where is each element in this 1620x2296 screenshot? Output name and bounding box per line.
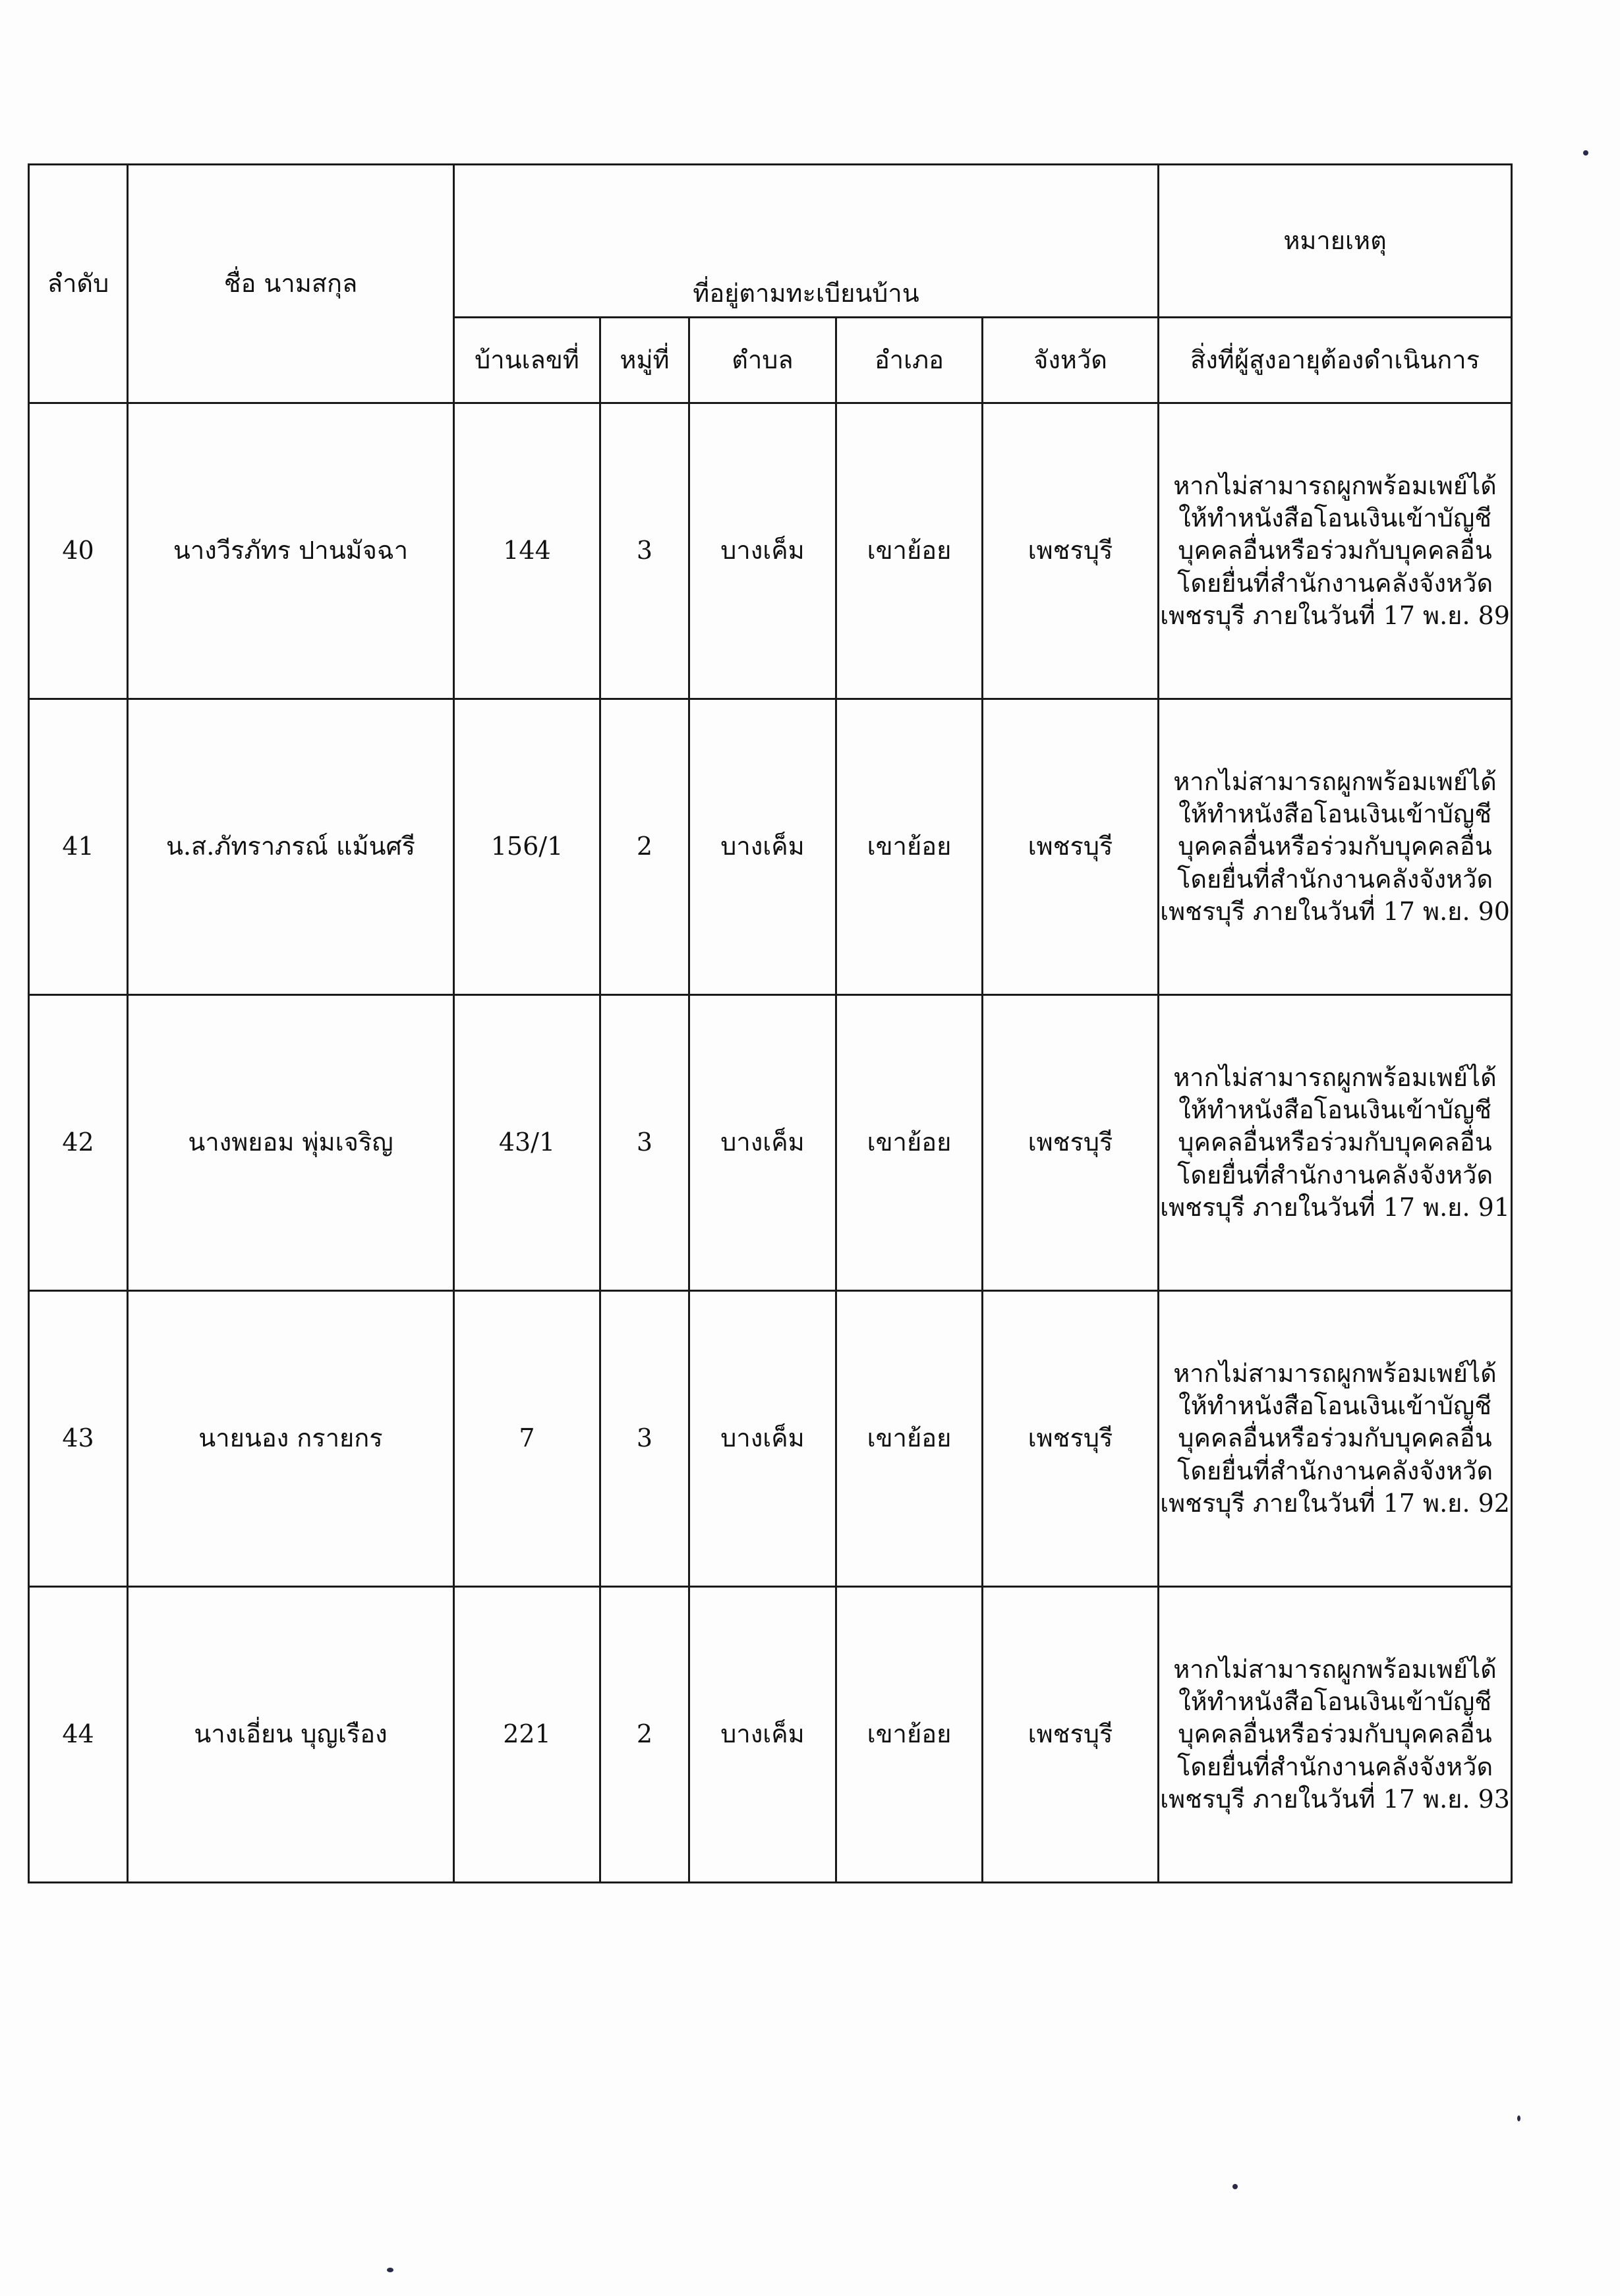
remark-line: เพชรบุรี ภายในวันที่ 17 พ.ย. 91 bbox=[1160, 1193, 1510, 1222]
remark-line: บุคคลอื่นหรือร่วมกับบุคคลอื่น bbox=[1178, 1423, 1492, 1453]
remark-line: บุคคลอื่นหรือร่วมกับบุคคลอื่น bbox=[1178, 1719, 1492, 1749]
remark-line: หากไม่สามารถผูกพร้อมเพย์ได้ bbox=[1173, 766, 1497, 796]
remark-line: ให้ทำหนังสือโอนเงินเข้าบัญชี bbox=[1178, 799, 1491, 828]
cell-province: เพชรบุรี bbox=[983, 1291, 1159, 1587]
cell-moo: 3 bbox=[600, 995, 689, 1291]
cell-tambon: บางเค็ม bbox=[689, 1587, 836, 1883]
remark-line: ให้ทำหนังสือโอนเงินเข้าบัญชี bbox=[1178, 1391, 1491, 1420]
cell-remark bbox=[1159, 995, 1512, 1291]
remark-line: โดยยื่นที่สำนักงานคลังจังหวัด bbox=[1176, 1456, 1493, 1485]
cell-moo: 3 bbox=[600, 1291, 689, 1587]
cell-remark bbox=[1159, 1587, 1512, 1883]
cell-moo: 3 bbox=[600, 403, 689, 699]
cell-remark bbox=[1159, 403, 1512, 699]
remark-line: เพชรบุรี ภายในวันที่ 17 พ.ย. 90 bbox=[1160, 897, 1510, 927]
cell-name: นางพยอม พุ่มเจริญ bbox=[128, 995, 454, 1291]
cell-name: นางเอี่ยน บุญเรือง bbox=[128, 1587, 454, 1883]
remark-line: เพชรบุรี ภายในวันที่ 17 พ.ย. 89 bbox=[1160, 601, 1510, 631]
cell-order: 43 bbox=[29, 1291, 128, 1587]
cell-amphoe: เขาย้อย bbox=[836, 699, 983, 995]
remark-line: โดยยื่นที่สำนักงานคลังจังหวัด bbox=[1176, 568, 1493, 598]
scan-speck bbox=[1232, 2184, 1238, 2189]
cell-amphoe: เขาย้อย bbox=[836, 995, 983, 1291]
cell-house-no: 43/1 bbox=[454, 995, 600, 1291]
cell-province: เพชรบุรี bbox=[983, 403, 1159, 699]
cell-house-no: 144 bbox=[454, 403, 600, 699]
table-row bbox=[29, 1587, 1512, 1883]
cell-tambon: บางเค็ม bbox=[689, 995, 836, 1291]
cell-order: 41 bbox=[29, 699, 128, 995]
remark-line: หากไม่สามารถผูกพร้อมเพย์ได้ bbox=[1173, 471, 1497, 500]
elderly-registry-table bbox=[28, 163, 1513, 1883]
header-address-group: ที่อยู่ตามทะเบียนบ้าน bbox=[454, 165, 1159, 318]
remark-line: ให้ทำหนังสือโอนเงินเข้าบัญชี bbox=[1178, 1095, 1491, 1124]
scan-speck bbox=[387, 2268, 393, 2272]
remark-line: ให้ทำหนังสือโอนเงินเข้าบัญชี bbox=[1178, 503, 1491, 532]
table-row bbox=[29, 403, 1512, 699]
header-moo: หมู่ที่ bbox=[600, 318, 689, 403]
remark-line: หากไม่สามารถผูกพร้อมเพย์ได้ bbox=[1173, 1654, 1497, 1684]
remark-line: โดยยื่นที่สำนักงานคลังจังหวัด bbox=[1176, 864, 1493, 894]
cell-order: 44 bbox=[29, 1587, 128, 1883]
header-amphoe: อำเภอ bbox=[836, 318, 983, 403]
cell-name: นายนอง กรายกร bbox=[128, 1291, 454, 1587]
cell-name: นางวีรภัทร ปานมัจฉา bbox=[128, 403, 454, 699]
remark-line: ให้ทำหนังสือโอนเงินเข้าบัญชี bbox=[1178, 1686, 1491, 1716]
cell-amphoe: เขาย้อย bbox=[836, 1291, 983, 1587]
header-province: จังหวัด bbox=[983, 318, 1159, 403]
table-body bbox=[29, 403, 1512, 1883]
cell-house-no: 221 bbox=[454, 1587, 600, 1883]
cell-moo: 2 bbox=[600, 699, 689, 995]
cell-house-no: 7 bbox=[454, 1291, 600, 1587]
remark-line: บุคคลอื่นหรือร่วมกับบุคคลอื่น bbox=[1178, 1128, 1492, 1157]
remark-line: โดยยื่นที่สำนักงานคลังจังหวัด bbox=[1176, 1752, 1493, 1781]
header-remark-label: หมายเหตุ bbox=[1283, 226, 1387, 255]
table-row bbox=[29, 995, 1512, 1291]
table-row bbox=[29, 1291, 1512, 1587]
cell-order: 42 bbox=[29, 995, 128, 1291]
remark-line: โดยยื่นที่สำนักงานคลังจังหวัด bbox=[1176, 1160, 1493, 1190]
cell-amphoe: เขาย้อย bbox=[836, 1587, 983, 1883]
remark-line: เพชรบุรี ภายในวันที่ 17 พ.ย. 93 bbox=[1160, 1785, 1510, 1814]
cell-tambon: บางเค็ม bbox=[689, 403, 836, 699]
scan-speck bbox=[1517, 2115, 1520, 2121]
cell-tambon: บางเค็ม bbox=[689, 699, 836, 995]
cell-province: เพชรบุรี bbox=[983, 699, 1159, 995]
cell-tambon: บางเค็ม bbox=[689, 1291, 836, 1587]
cell-remark bbox=[1159, 1291, 1512, 1587]
cell-province: เพชรบุรี bbox=[983, 1587, 1159, 1883]
remark-line: หากไม่สามารถผูกพร้อมเพย์ได้ bbox=[1173, 1358, 1497, 1388]
header-house-no: บ้านเลขที่ bbox=[454, 318, 600, 403]
cell-moo: 2 bbox=[600, 1587, 689, 1883]
remark-line: หากไม่สามารถผูกพร้อมเพย์ได้ bbox=[1173, 1062, 1497, 1092]
cell-province: เพชรบุรี bbox=[983, 995, 1159, 1291]
header-tambon: ตำบล bbox=[689, 318, 836, 403]
table-header bbox=[29, 165, 1512, 403]
scan-speck bbox=[1583, 150, 1588, 156]
cell-remark bbox=[1159, 699, 1512, 995]
remark-line: เพชรบุรี ภายในวันที่ 17 พ.ย. 92 bbox=[1160, 1489, 1510, 1518]
remark-line: บุคคลอื่นหรือร่วมกับบุคคลอื่น bbox=[1178, 832, 1492, 861]
cell-order: 40 bbox=[29, 403, 128, 699]
header-remark: สิ่งที่ผู้สูงอายุต้องดำเนินการ bbox=[1159, 318, 1512, 403]
remark-line: บุคคลอื่นหรือร่วมกับบุคคลอื่น bbox=[1178, 536, 1492, 565]
cell-house-no: 156/1 bbox=[454, 699, 600, 995]
table-row bbox=[29, 699, 1512, 995]
cell-name: น.ส.ภัทราภรณ์ แม้นศรี bbox=[128, 699, 454, 995]
header-name: ชื่อ นามสกุล bbox=[128, 165, 454, 403]
header-order: ลำดับ bbox=[29, 165, 128, 403]
cell-amphoe: เขาย้อย bbox=[836, 403, 983, 699]
header-remark-group bbox=[1159, 165, 1512, 318]
